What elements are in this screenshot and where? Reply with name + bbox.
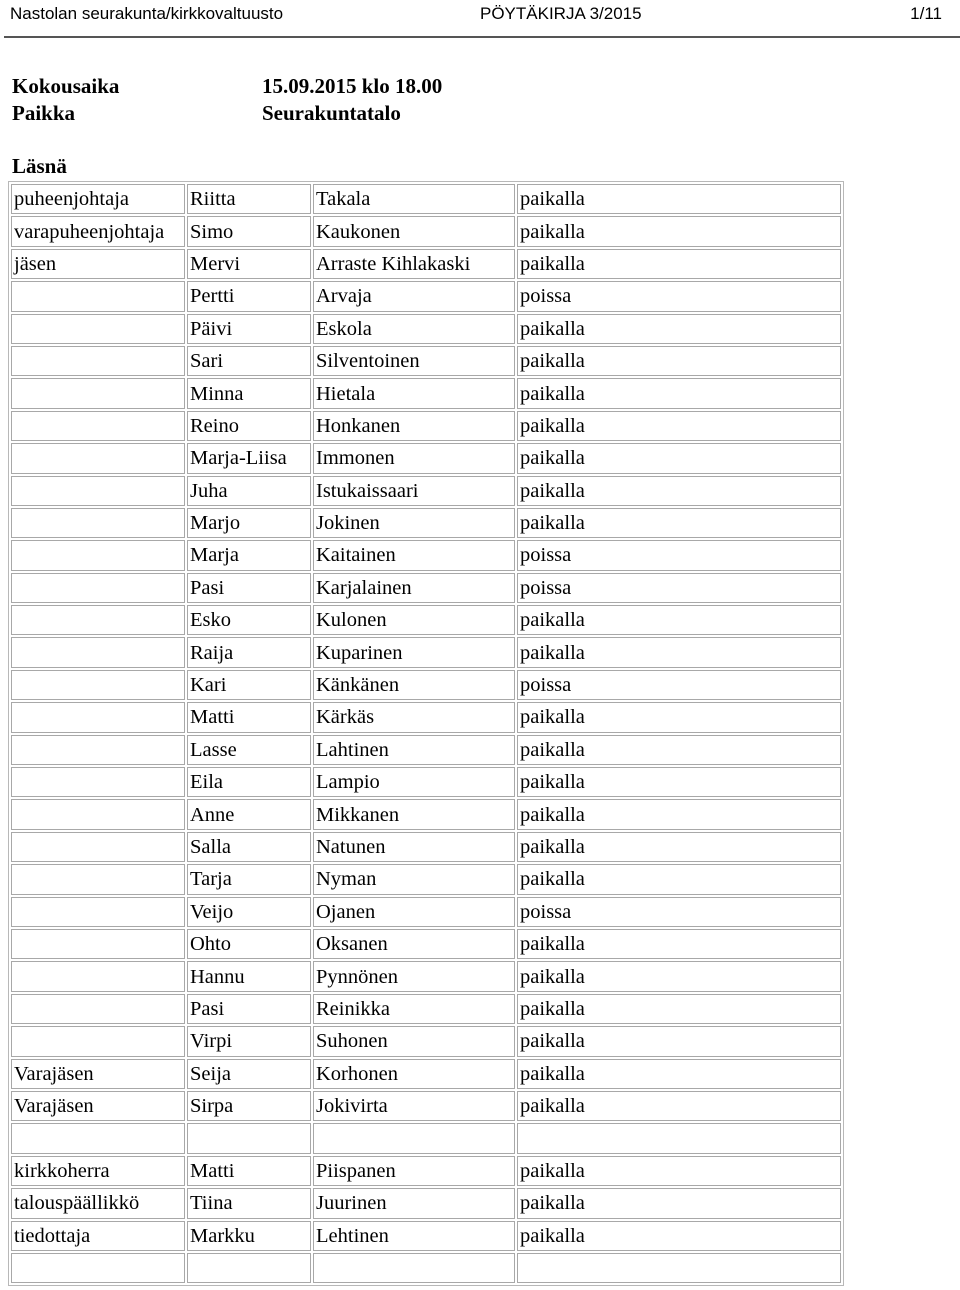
status-cell: paikalla (517, 1059, 841, 1089)
role-cell (11, 799, 185, 829)
table-row (11, 1253, 841, 1283)
status-cell: paikalla (517, 702, 841, 732)
last-name-cell: Pynnönen (313, 961, 515, 991)
first-name-cell: Pertti (187, 281, 311, 311)
meeting-time-label: Kokousaika (12, 74, 120, 98)
table-row (11, 1156, 841, 1186)
status-cell: paikalla (517, 443, 841, 473)
status-cell: paikalla (517, 1188, 841, 1218)
role-cell (11, 1026, 185, 1056)
status-cell: paikalla (517, 767, 841, 797)
role-cell (11, 994, 185, 1024)
role-cell (11, 670, 185, 700)
first-name-cell: Juha (187, 476, 311, 506)
last-name-cell (313, 1253, 515, 1283)
last-name-cell: Takala (313, 184, 515, 214)
table-row (11, 929, 841, 959)
role-cell (11, 735, 185, 765)
table-row (11, 249, 841, 279)
table-row (11, 702, 841, 732)
table-row (11, 735, 841, 765)
last-name-cell: Ojanen (313, 897, 515, 927)
last-name-cell: Oksanen (313, 929, 515, 959)
role-cell (11, 864, 185, 894)
status-cell: paikalla (517, 249, 841, 279)
table-row (11, 216, 841, 246)
first-name-cell: Matti (187, 1156, 311, 1186)
meeting-place-value: Seurakuntatalo (262, 101, 401, 125)
first-name-cell: Sirpa (187, 1091, 311, 1121)
status-cell (517, 1253, 841, 1283)
page-header (0, 0, 960, 38)
first-name-cell: Simo (187, 216, 311, 246)
status-cell: paikalla (517, 216, 841, 246)
table-row (11, 378, 841, 408)
status-cell: paikalla (517, 605, 841, 635)
table-row (11, 864, 841, 894)
role-cell: kirkkoherra (11, 1156, 185, 1186)
status-cell: paikalla (517, 508, 841, 538)
first-name-cell: Matti (187, 702, 311, 732)
role-cell: puheenjohtaja (11, 184, 185, 214)
first-name-cell: Esko (187, 605, 311, 635)
first-name-cell: Pasi (187, 573, 311, 603)
first-name-cell: Raija (187, 637, 311, 667)
role-cell (11, 702, 185, 732)
organization-title: Nastolan seurakunta/kirkkovaltuusto (10, 4, 284, 23)
role-cell (11, 1253, 185, 1283)
status-cell: poissa (517, 897, 841, 927)
attendance-table (8, 181, 844, 1286)
last-name-cell: Natunen (313, 832, 515, 862)
role-cell (11, 476, 185, 506)
status-cell (517, 1123, 841, 1153)
status-cell: paikalla (517, 994, 841, 1024)
table-row (11, 184, 841, 214)
table-row (11, 799, 841, 829)
last-name-cell: Silventoinen (313, 346, 515, 376)
document-title: PÖYTÄKIRJA 3/2015 (480, 4, 642, 23)
status-cell: paikalla (517, 184, 841, 214)
first-name-cell: Marjo (187, 508, 311, 538)
role-cell (11, 378, 185, 408)
last-name-cell (313, 1123, 515, 1153)
status-cell: poissa (517, 540, 841, 570)
first-name-cell: Hannu (187, 961, 311, 991)
present-heading: Läsnä (12, 154, 67, 178)
first-name-cell: Salla (187, 832, 311, 862)
status-cell: paikalla (517, 378, 841, 408)
header-divider (4, 36, 960, 38)
role-cell (11, 540, 185, 570)
table-row (11, 346, 841, 376)
last-name-cell: Jokivirta (313, 1091, 515, 1121)
table-row (11, 573, 841, 603)
first-name-cell: Marja-Liisa (187, 443, 311, 473)
first-name-cell: Ohto (187, 929, 311, 959)
table-row (11, 670, 841, 700)
first-name-cell: Sari (187, 346, 311, 376)
table-row (11, 994, 841, 1024)
status-cell: paikalla (517, 314, 841, 344)
first-name-cell: Mervi (187, 249, 311, 279)
status-cell: poissa (517, 573, 841, 603)
first-name-cell: Seija (187, 1059, 311, 1089)
first-name-cell: Markku (187, 1221, 311, 1251)
status-cell: paikalla (517, 346, 841, 376)
last-name-cell: Arraste Kihlakaski (313, 249, 515, 279)
first-name-cell: Anne (187, 799, 311, 829)
role-cell (11, 508, 185, 538)
last-name-cell: Mikkanen (313, 799, 515, 829)
last-name-cell: Immonen (313, 443, 515, 473)
table-row (11, 1123, 841, 1153)
first-name-cell: Minna (187, 378, 311, 408)
role-cell (11, 443, 185, 473)
status-cell: paikalla (517, 637, 841, 667)
role-cell (11, 637, 185, 667)
role-cell (11, 605, 185, 635)
status-cell: paikalla (517, 411, 841, 441)
table-row (11, 281, 841, 311)
role-cell (11, 897, 185, 927)
status-cell: poissa (517, 670, 841, 700)
table-row (11, 508, 841, 538)
table-row (11, 443, 841, 473)
last-name-cell: Kuparinen (313, 637, 515, 667)
last-name-cell: Lehtinen (313, 1221, 515, 1251)
status-cell: paikalla (517, 929, 841, 959)
status-cell: paikalla (517, 735, 841, 765)
last-name-cell: Kulonen (313, 605, 515, 635)
first-name-cell: Riitta (187, 184, 311, 214)
status-cell: poissa (517, 281, 841, 311)
first-name-cell: Pasi (187, 994, 311, 1024)
first-name-cell: Marja (187, 540, 311, 570)
last-name-cell: Korhonen (313, 1059, 515, 1089)
status-cell: paikalla (517, 476, 841, 506)
role-cell (11, 346, 185, 376)
table-row (11, 897, 841, 927)
role-cell (11, 767, 185, 797)
table-row (11, 1059, 841, 1089)
first-name-cell: Eila (187, 767, 311, 797)
last-name-cell: Piispanen (313, 1156, 515, 1186)
last-name-cell: Eskola (313, 314, 515, 344)
status-cell: paikalla (517, 1026, 841, 1056)
status-cell: paikalla (517, 1091, 841, 1121)
status-cell: paikalla (517, 832, 841, 862)
role-cell: tiedottaja (11, 1221, 185, 1251)
role-cell (11, 832, 185, 862)
role-cell (11, 961, 185, 991)
last-name-cell: Istukaissaari (313, 476, 515, 506)
role-cell (11, 411, 185, 441)
table-row (11, 476, 841, 506)
last-name-cell: Suhonen (313, 1026, 515, 1056)
table-row (11, 411, 841, 441)
first-name-cell (187, 1253, 311, 1283)
role-cell: Varajäsen (11, 1091, 185, 1121)
table-row (11, 540, 841, 570)
last-name-cell: Kaitainen (313, 540, 515, 570)
table-row (11, 961, 841, 991)
table-row (11, 1188, 841, 1218)
last-name-cell: Jokinen (313, 508, 515, 538)
first-name-cell: Veijo (187, 897, 311, 927)
status-cell: paikalla (517, 799, 841, 829)
table-row (11, 832, 841, 862)
last-name-cell: Kaukonen (313, 216, 515, 246)
table-row (11, 314, 841, 344)
last-name-cell: Lahtinen (313, 735, 515, 765)
table-row (11, 1026, 841, 1056)
role-cell: jäsen (11, 249, 185, 279)
role-cell (11, 314, 185, 344)
first-name-cell: Päivi (187, 314, 311, 344)
first-name-cell: Lasse (187, 735, 311, 765)
table-row (11, 1221, 841, 1251)
role-cell (11, 573, 185, 603)
attendance-table-body (11, 184, 841, 1283)
last-name-cell: Känkänen (313, 670, 515, 700)
last-name-cell: Kärkäs (313, 702, 515, 732)
first-name-cell: Virpi (187, 1026, 311, 1056)
table-row (11, 605, 841, 635)
status-cell: paikalla (517, 961, 841, 991)
first-name-cell: Tiina (187, 1188, 311, 1218)
status-cell: paikalla (517, 1221, 841, 1251)
page-number: 1/11 (910, 4, 942, 23)
last-name-cell: Honkanen (313, 411, 515, 441)
last-name-cell: Karjalainen (313, 573, 515, 603)
last-name-cell: Nyman (313, 864, 515, 894)
table-row (11, 767, 841, 797)
first-name-cell: Reino (187, 411, 311, 441)
meeting-place-label: Paikka (12, 101, 76, 125)
last-name-cell: Arvaja (313, 281, 515, 311)
meeting-time-value: 15.09.2015 klo 18.00 (262, 74, 443, 98)
last-name-cell: Reinikka (313, 994, 515, 1024)
role-cell (11, 281, 185, 311)
role-cell (11, 1123, 185, 1153)
role-cell (11, 929, 185, 959)
last-name-cell: Hietala (313, 378, 515, 408)
first-name-cell: Kari (187, 670, 311, 700)
first-name-cell: Tarja (187, 864, 311, 894)
last-name-cell: Juurinen (313, 1188, 515, 1218)
status-cell: paikalla (517, 864, 841, 894)
first-name-cell (187, 1123, 311, 1153)
role-cell: varapuheenjohtaja (11, 216, 185, 246)
role-cell: Varajäsen (11, 1059, 185, 1089)
table-row (11, 637, 841, 667)
table-row (11, 1091, 841, 1121)
status-cell: paikalla (517, 1156, 841, 1186)
role-cell: talouspäällikkö (11, 1188, 185, 1218)
last-name-cell: Lampio (313, 767, 515, 797)
